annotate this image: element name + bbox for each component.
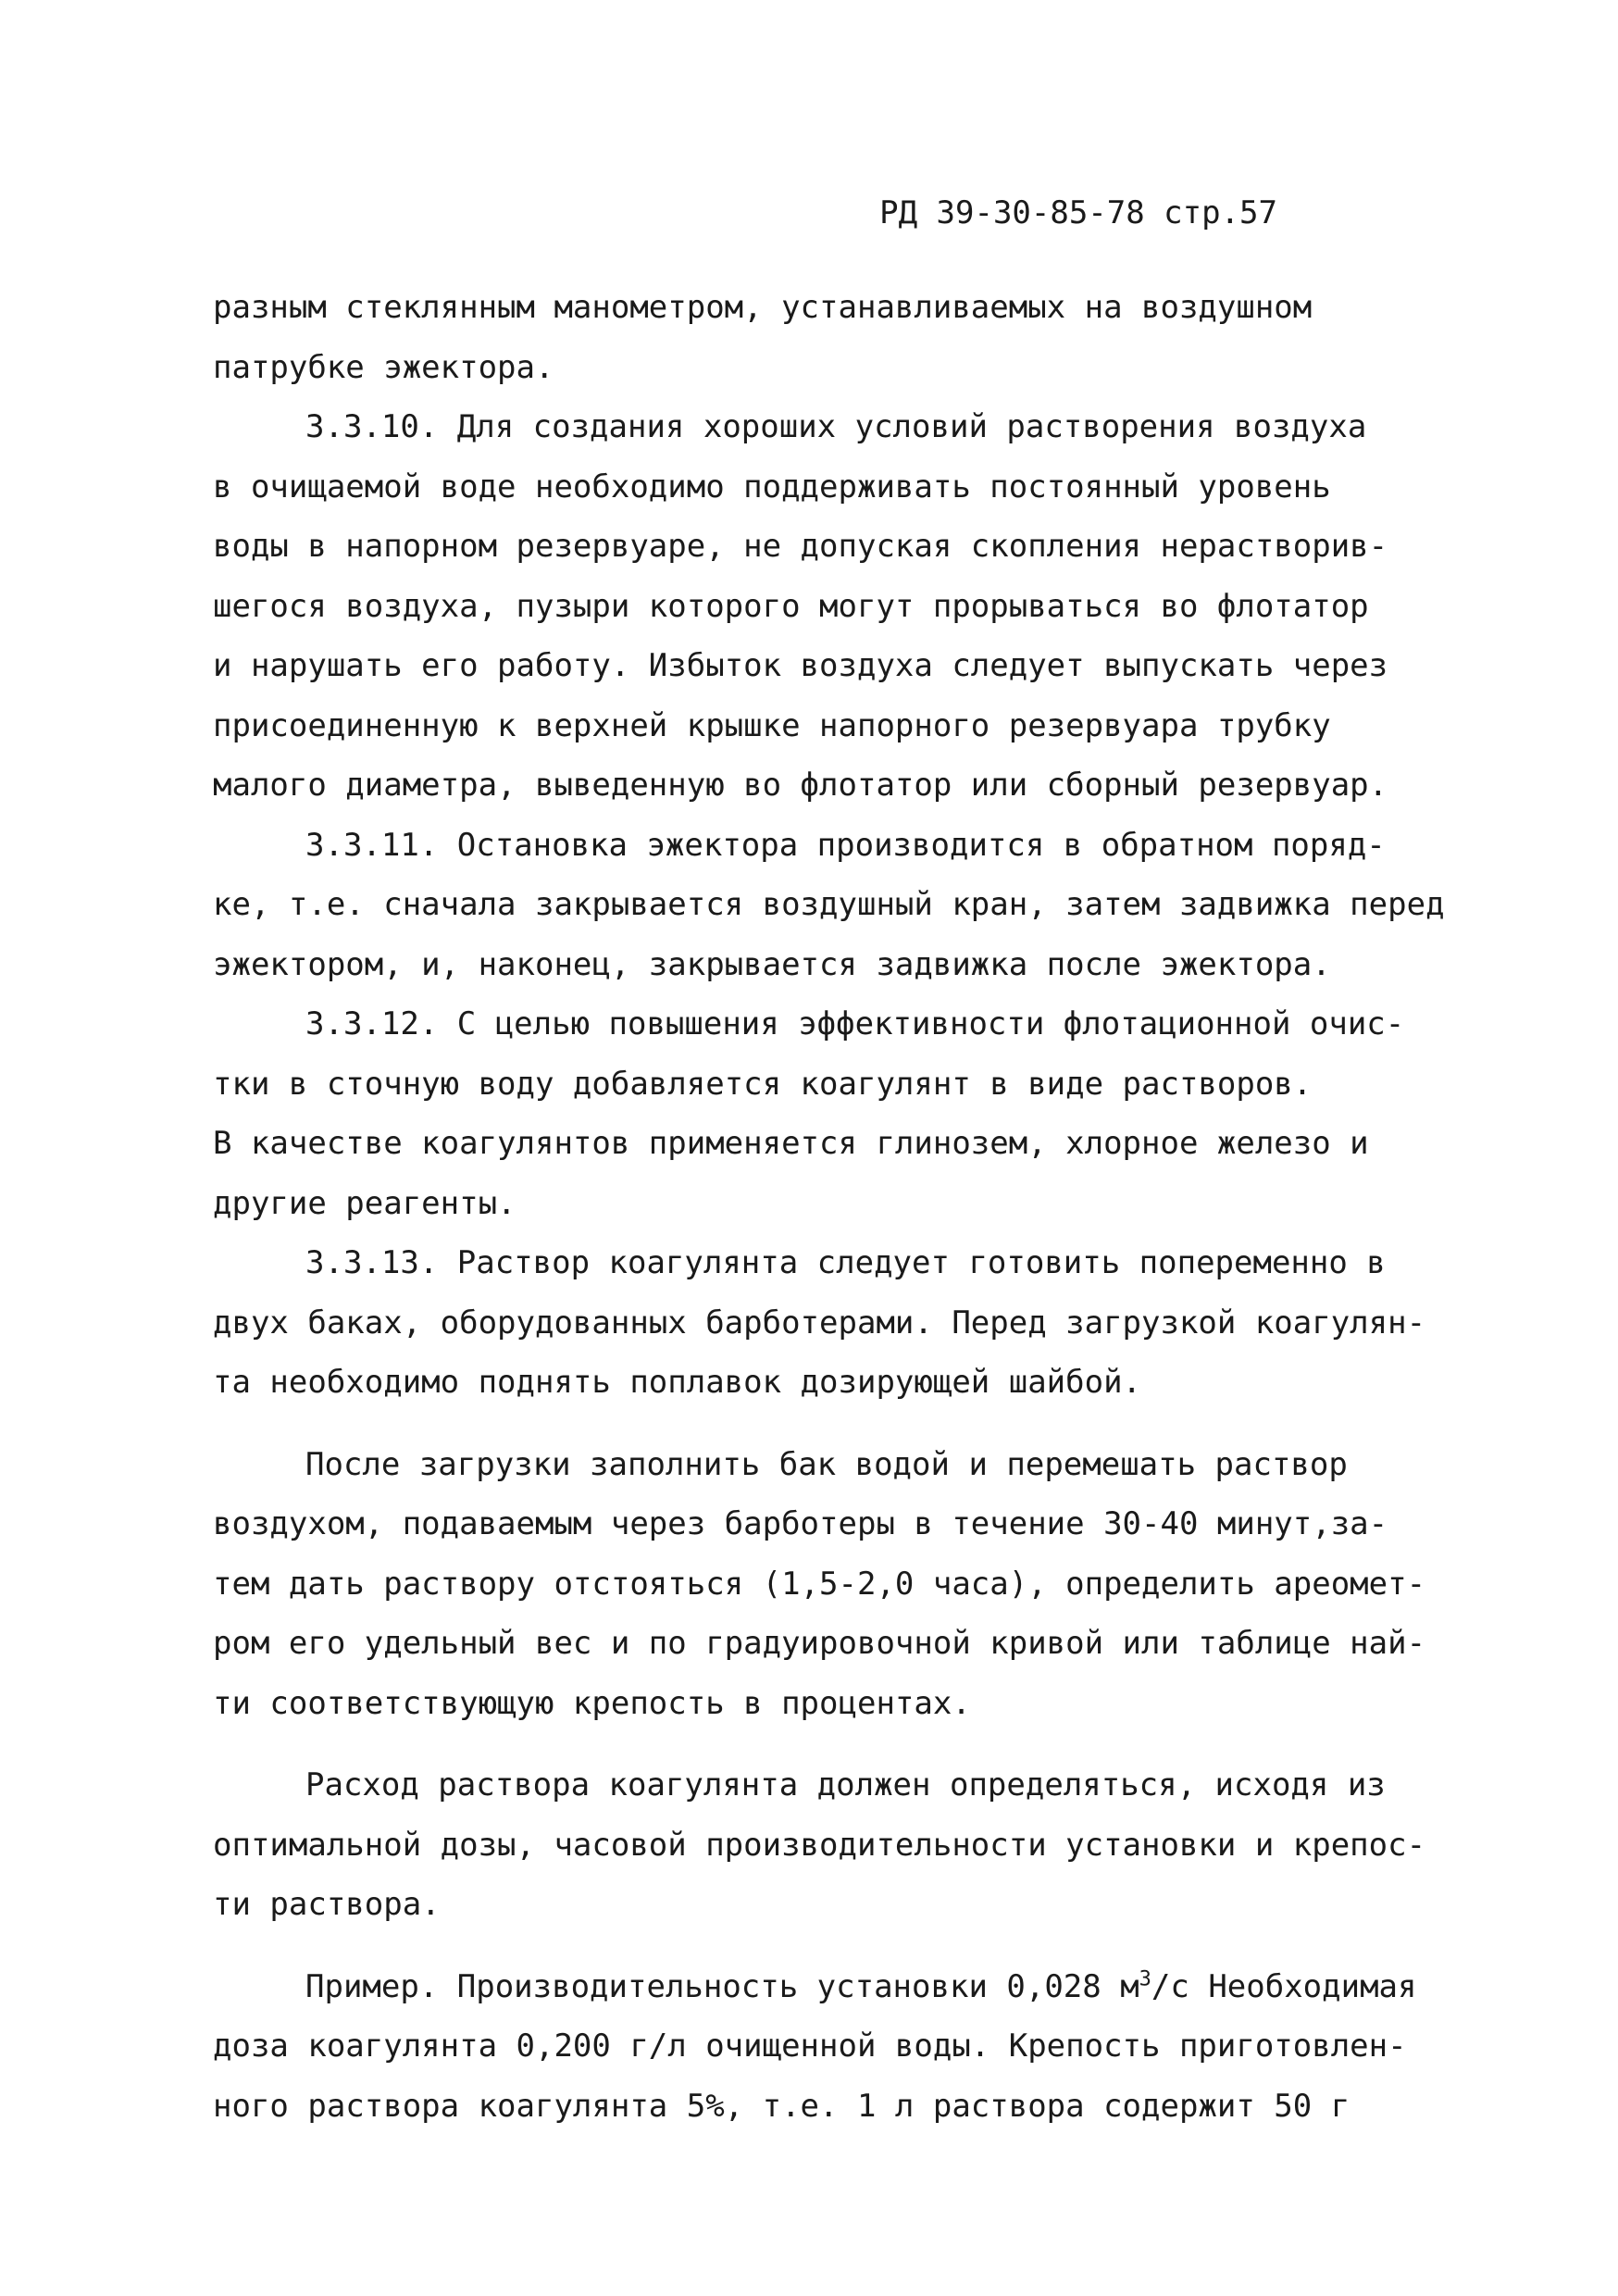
- text-line: тки в сточную воду добавляется коагулянт в виде растворов.: [213, 1065, 1313, 1103]
- text-line: эжектором, и, наконец, закрывается задвижка после эжектора.: [213, 945, 1331, 983]
- text-line: оптимальной дозы, часовой производительности установки и крепос-: [213, 1826, 1426, 1864]
- document-reference: РД 39-30-85-78 стр.57: [879, 194, 1277, 231]
- text-line: воздухом, подаваемым через барботеры в течение 30-40 минут,за-: [213, 1505, 1388, 1542]
- text-line: двух баках, оборудованных барботерами. Перед загрузкой коагулян-: [213, 1304, 1426, 1341]
- text-line: разным стеклянным манометром, устанавливаемых на воздушном: [213, 289, 1313, 326]
- example-line-1-prefix: Пример. Производительность установки 0,028 м: [305, 1967, 1139, 2005]
- text-line: шегося воздуха, пузыри которого могут прорываться во флотатор: [213, 587, 1369, 625]
- example-line-1-suffix: /с Необходимая: [1151, 1967, 1417, 2005]
- body-text: [213, 278, 1445, 2136]
- text-line: После загрузки заполнить бак водой и перемешать раствор: [305, 1445, 1348, 1483]
- text-line: та необходимо поднять поплавок дозирующей шайбой.: [213, 1364, 1142, 1401]
- text-line: ром его удельный вес и по градуировочной кривой или таблице най-: [213, 1625, 1426, 1662]
- text-line: ти соответствующую крепость в процентах.: [213, 1684, 971, 1722]
- text-line: В качестве коагулянтов применяется глинозем, хлорное железо и: [213, 1125, 1369, 1162]
- text-line: патрубке эжектора.: [213, 348, 554, 386]
- text-line: ке, т.е. сначала закрывается воздушный кран, затем задвижка перед: [213, 886, 1445, 923]
- text-line: 3.3.12. С целью повышения эффективности флотационной очис-: [305, 1005, 1405, 1042]
- text-line: тем дать раствору отстояться (1,5-2,0 часа), определить ареомет-: [213, 1565, 1426, 1603]
- text-line: присоединенную к верхней крышке напорного резервуара трубку: [213, 706, 1331, 744]
- text-line: Расход раствора коагулянта должен определяться, исходя из: [305, 1766, 1386, 1803]
- text-line: ти раствора.: [213, 1886, 441, 1923]
- paragraph-gap: [213, 1935, 1407, 1957]
- text-lines: [213, 278, 1445, 1935]
- text-line: 3.3.13. Раствор коагулянта следует готовить попеременно в: [305, 1244, 1386, 1281]
- text-line: другие реагенты.: [213, 1184, 517, 1222]
- example-line-3: ного раствора коагулянта 5%, т.е. 1 л раствора содержит 50 г: [213, 2087, 1350, 2125]
- paragraph-gap: [213, 1413, 1407, 1435]
- text-line: 3.3.10. Для создания хороших условий растворения воздуха: [305, 408, 1367, 445]
- example-line-1: [213, 1957, 1417, 2017]
- text-line: 3.3.11. Остановка эжектора производится в обратном поряд-: [305, 826, 1386, 864]
- text-line: и нарушать его работу. Избыток воздуха следует выпускать через: [213, 647, 1388, 684]
- example-line-2: доза коагулянта 0,200 г/л очищенной воды. Крепость приготовлен-: [213, 2028, 1407, 2065]
- text-line: малого диаметра, выведенную во флотатор или сборный резервуар.: [213, 767, 1388, 804]
- text-line: воды в напорном резервуаре, не допуская скопления нерастворив-: [213, 528, 1388, 565]
- superscript-exponent: 3: [1139, 1967, 1151, 1991]
- text-line: в очищаемой воде необходимо поддерживать постоянный уровень: [213, 468, 1331, 505]
- paragraph-gap: [213, 1733, 1407, 1755]
